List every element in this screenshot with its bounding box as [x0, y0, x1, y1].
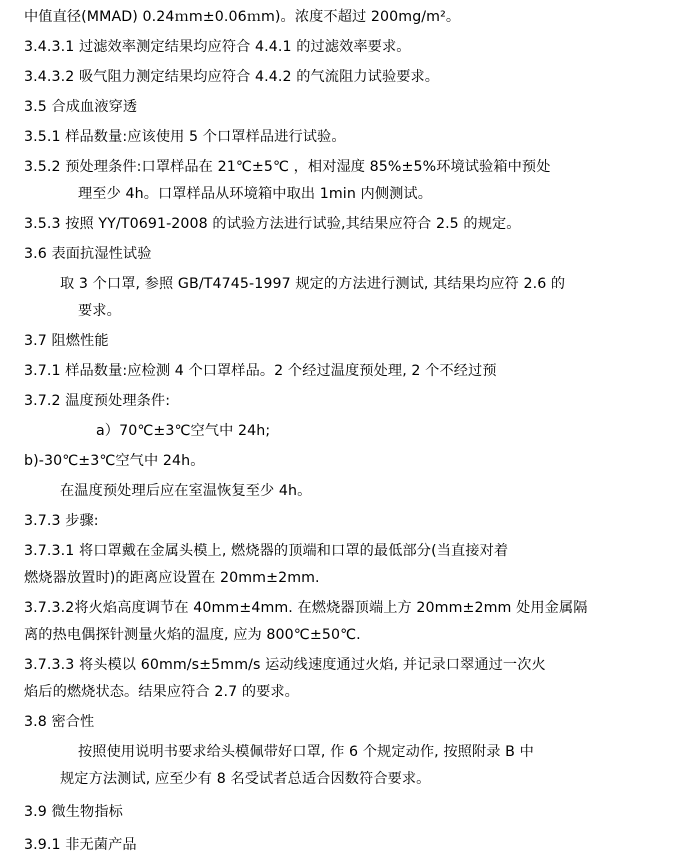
paragraph-clause-3-8-body-continued: 规定方法测试, 应至少有 8 名受试者总适合因数符合要求。 [60, 771, 431, 787]
paragraph-clause-3-7-1: 3.7.1 样品数量:应检测 4 个口罩样品。2 个经过温度预处理, 2 个不经过预 [24, 363, 497, 379]
paragraph-clause-3-7-3-3: 3.7.3.3 将头模以 60mm/s±5mm/s 运动线速度通过火焰, 并记录口翠通过一次火 [24, 657, 546, 673]
paragraph-clause-3-7-3: 3.7.3 步骤: [24, 513, 99, 529]
paragraph-clause-4-3-2: 3.4.3.2 吸气阻力测定结果均应符合 4.4.2 的气流阻力试验要求。 [24, 69, 440, 85]
paragraph-clause-3-5-2: 3.5.2 预处理条件:口罩样品在 21℃±5℃ ，相对湿度 85%±5%环境试验箱中预处 [24, 159, 551, 175]
paragraph-clause-3-5-3: 3.5.3 按照 YY/T0691-2008 的试验方法进行试验,其结果应符合 2.5 的规定。 [24, 216, 521, 232]
paragraph-clause-3-7-3-2-continued: 离的热电偶探针测量火焰的温度, 应为 800℃±50℃. [24, 627, 361, 643]
paragraph-clause-3-7: 3.7 阻燃性能 [24, 333, 109, 349]
paragraph-clause-3-7-3-1: 3.7.3.1 将口罩戴在金属头模上, 燃烧器的顶端和口罩的最低部分(当直接对着 [24, 543, 509, 559]
paragraph-clause-3-7-3-1-continued: 燃烧器放置时)的距离应设置在 20mm±2mm. [24, 570, 320, 586]
paragraph-clause-3-7-2: 3.7.2 温度预处理条件: [24, 393, 171, 409]
paragraph-clause-3-7-3-2: 3.7.3.2将火焰高度调节在 40mm±4mm. 在燃烧器顶端上方 20mm±2mm 处用金属隔 [24, 600, 588, 616]
paragraph-clause-3-5: 3.5 合成血液穿透 [24, 99, 138, 115]
paragraph-clause-3-6-body-continued: 要求。 [78, 303, 121, 319]
paragraph-clause-3-6: 3.6 表面抗湿性试验 [24, 246, 152, 262]
paragraph-clause-3-5-2-continued: 理至少 4h。口罩样品从环境箱中取出 1min 内侧测试。 [78, 186, 432, 202]
paragraph-clause-3-5-1: 3.5.1 样品数量:应该使用 5 个口罩样品进行试验。 [24, 129, 346, 145]
paragraph-clause-3-9: 3.9 微生物指标 [24, 804, 123, 820]
paragraph-clause-3-7-3-3-continued: 焰后的燃烧状态。结果应符合 2.7 的要求。 [24, 684, 299, 700]
paragraph-clause-3-9-1: 3.9.1 非无菌产品 [24, 837, 137, 853]
paragraph-clause-3-7-2-item-b: b)-30℃±3℃空气中 24h。 [24, 453, 205, 469]
paragraph-clause-3-8: 3.8 密合性 [24, 714, 95, 730]
paragraph-clause-3-7-2-note: 在温度预处理后应在室温恢复至少 4h。 [60, 483, 312, 499]
paragraph-clause-4-3-1: 3.4.3.1 过滤效率测定结果均应符合 4.4.1 的过滤效率要求。 [24, 39, 411, 55]
paragraph-line-mmad: 中值直径(MMAD) 0.24ｍm±0.06ｍm)。浓度不超过 200mg/m²。 [24, 9, 461, 25]
paragraph-clause-3-6-body: 取 3 个口罩, 参照 GB/T4745-1997 规定的方法进行测试, 其结果均应符 2.6 的 [60, 276, 566, 292]
paragraph-clause-3-8-body: 按照使用说明书要求给头模佩带好口罩, 作 6 个规定动作, 按照附录 B 中 [78, 744, 534, 760]
paragraph-clause-3-7-2-item-a: a）70℃±3℃空气中 24h; [96, 423, 271, 439]
